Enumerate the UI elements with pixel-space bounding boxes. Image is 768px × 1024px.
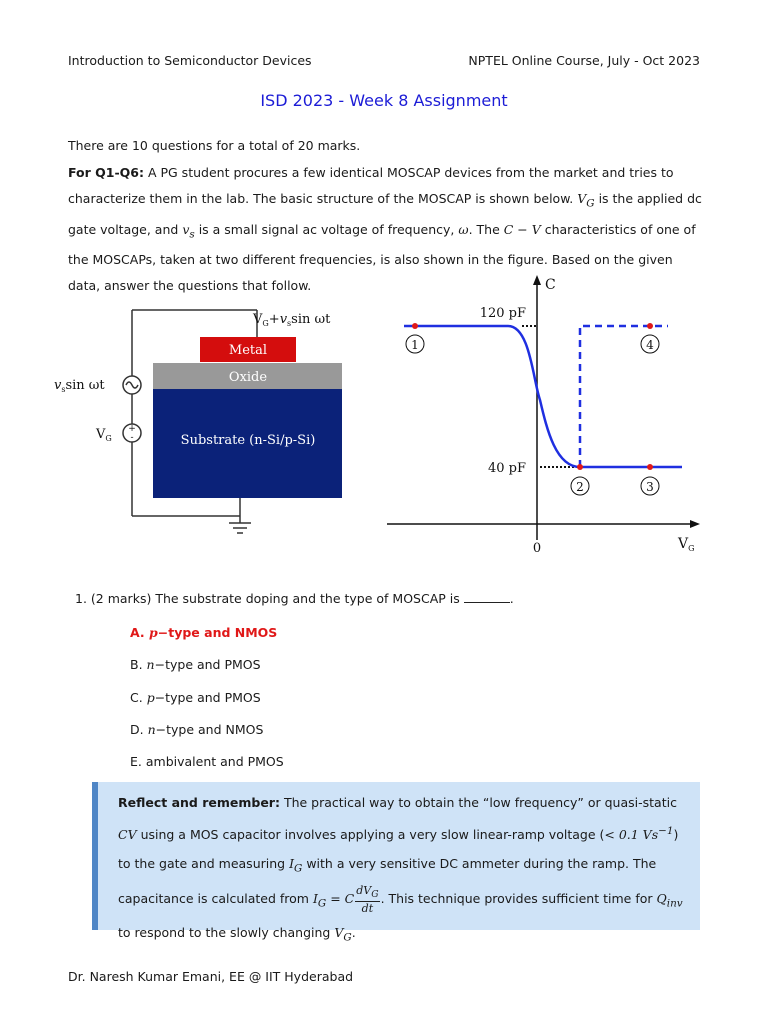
gate-voltage-label: $V_G+v_s\sin$ ωt [253, 312, 331, 328]
header-course-session: NPTEL Online Course, July - Oct 2023 [468, 53, 700, 68]
point-2 [577, 464, 583, 470]
point-3-label: 3 [646, 480, 654, 494]
question-1: 1. (2 marks) The substrate doping and the type of MOSCAP is . [75, 591, 514, 606]
point-4 [647, 323, 653, 329]
problem-text-5: characteristics of one of the MOSCAPs, taken at two different frequencies, is also shown in the figure. Based on the given data, answer the questions that follow. [68, 221, 696, 293]
moscap-figure [40, 270, 720, 570]
substrate-label: Substrate (n-Si/p-Si) [180, 433, 316, 448]
math-vs: $v_s$ [182, 221, 195, 240]
question-number: 1. [75, 591, 87, 606]
origin-label: 0 [532, 541, 542, 556]
c-high-label: 120 pF [479, 306, 526, 321]
header-course-name: Introduction to Semiconductor Devices [68, 53, 312, 68]
footer-author: Dr. Naresh Kumar Emani, EE @ IIT Hyderabad [68, 969, 354, 984]
oxide-label: Oxide [228, 370, 268, 385]
problem-text-3: is a small signal ac voltage of frequency, [194, 221, 459, 237]
math-vg: $V_G$ [577, 191, 595, 210]
option-e[interactable]: E. ambivalent and PMOS [130, 754, 284, 769]
point-3 [647, 464, 653, 470]
option-d[interactable]: D. n−type and NMOS [130, 722, 264, 737]
problem-text-1: A PG student procures a few identical MOSCAP devices from the market and tries to characterize them in the lab. The basic structure of the MOSCAP is shown below. [68, 165, 674, 206]
point-4-label: 4 [646, 338, 654, 352]
c-low-label: 40 pF [487, 461, 526, 476]
x-axis-label: $V_G$ [678, 536, 695, 553]
point-1-label: 1 [411, 338, 419, 352]
dc-plus-icon: + [128, 424, 136, 434]
cv-plot [387, 275, 700, 556]
y-axis-arrow-icon [533, 275, 541, 285]
dc-source-label: $V_G$ [96, 427, 112, 443]
reflect-lead: Reflect and remember: [118, 795, 280, 810]
assignment-title: ISD 2023 - Week 8 Assignment [260, 91, 508, 110]
capacitance-equation: $I_G = C$ [312, 890, 355, 910]
point-2-label: 2 [576, 480, 584, 494]
reflect-box: Reflect and remember: The practical way to obtain the “low frequency” or quasi-static CV using a MOS capacitor involves applying a very slow linear-ramp voltage (< 0.1 $Vs^{-1}$) to the gate and measuring $I_G$ with a very sensitive DC ammeter during the ramp. The capacitance is calculated from $I_G = C$ $\frac{dV_G}{dt}$ . This technique provides sufficient time for $Q_{inv}$ to respond to the slowly changing $V_G$. [92, 782, 700, 930]
answer-blank [464, 590, 510, 603]
ac-source-label: $v_s\sin$ ωt [54, 378, 105, 394]
question-text: The substrate doping and the type of MOSCAP is [155, 591, 460, 606]
option-a[interactable]: A. p−type and NMOS [130, 625, 278, 640]
problem-lead: For Q1-Q6: [68, 165, 144, 180]
option-c[interactable]: C. p−type and PMOS [130, 690, 261, 705]
x-axis-arrow-icon [690, 520, 700, 528]
question-marks: (2 marks) [90, 591, 152, 606]
metal-label: Metal [228, 343, 268, 358]
math-omega: ω [458, 221, 469, 237]
intro-text: There are 10 questions for a total of 20 marks. [68, 138, 361, 153]
problem-text-4: . The [468, 221, 504, 237]
point-1 [412, 323, 418, 329]
problem-text-2: is the applied dc gate voltage, and [68, 191, 702, 237]
option-b[interactable]: B. n−type and PMOS [130, 657, 261, 672]
high-frequency-curve [404, 326, 682, 467]
y-axis-label: C [545, 277, 556, 293]
dc-minus-icon: - [130, 433, 134, 443]
derivative-fraction: $\frac{dV_G}{dt}$ [356, 883, 379, 915]
math-cv: C − V [503, 221, 541, 237]
moscap-diagram [54, 310, 342, 533]
